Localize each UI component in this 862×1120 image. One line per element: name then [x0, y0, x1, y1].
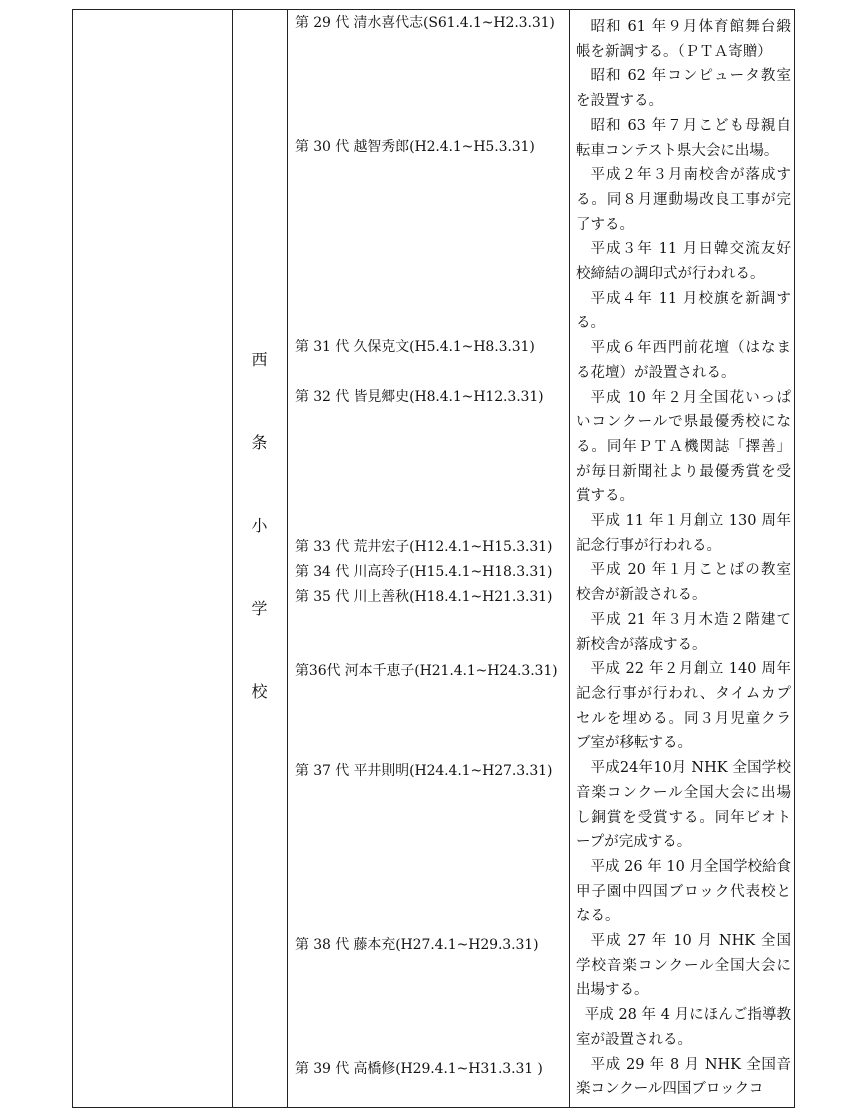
principal-generation: 第 37 代 [295, 763, 350, 779]
principal-term: (H18.4.1~H21.3.31) [409, 589, 553, 605]
events-column [576, 15, 791, 1102]
principal-name: 高橋修 [353, 1061, 396, 1077]
principal-name: 平井則明 [353, 763, 410, 779]
principal-row [295, 387, 575, 407]
principal-name: 皆見郷史 [353, 389, 410, 405]
principal-term: (H2.4.1~H5.3.31) [409, 139, 535, 155]
principal-name: 河本千恵子 [344, 663, 415, 679]
principal-generation: 第 33 代 [295, 539, 350, 555]
principal-term: (H21.4.1~H24.3.31) [414, 663, 558, 679]
principal-row [295, 337, 575, 357]
principal-name: 越智秀郎 [353, 139, 410, 155]
principal-term: (H12.4.1~H15.3.31) [409, 539, 553, 555]
principal-row [295, 587, 575, 607]
event-entry: 平成 21 年３月木造２階建て新校舎が落成する。 [576, 611, 791, 653]
event-entry: 平成24年10月 NHK 全国学校音楽コンクール全国大会に出場し銅賞を受賞する。同年ビオトープが完成する。 [576, 760, 791, 851]
principal-row [295, 13, 575, 33]
event-entry: 平成４年 11 月校旗を新調する。 [576, 290, 791, 332]
principal-term: (H27.4.1~H29.3.31) [395, 937, 539, 953]
school-name-char: 小 [251, 516, 268, 535]
principal-term: (H29.4.1~H31.3.31 ) [395, 1061, 543, 1077]
history-table [72, 9, 795, 1108]
event-entry: 昭和 63 年７月こども母親自転車コンテスト県大会に出場。 [576, 117, 791, 159]
school-name-char: 条 [251, 433, 268, 452]
principal-generation: 第 31 代 [295, 339, 350, 355]
column-divider [287, 10, 288, 1107]
event-entry: 平成 28 年 4 月にほんご指導教室が設置される。 [576, 1007, 791, 1048]
principal-row [295, 1059, 575, 1079]
principal-generation: 第 30 代 [295, 139, 350, 155]
event-entry: 平成 27 年 10 月 NHK 全国学校音楽コンクール全国大会に出場する。 [576, 933, 791, 999]
principal-row [295, 137, 575, 157]
school-name-char: 学 [251, 599, 268, 618]
principal-name: 藤本充 [353, 937, 396, 953]
principal-generation: 第 39 代 [295, 1061, 350, 1077]
school-name-char: 西 [251, 350, 268, 369]
principal-generation: 第 34 代 [295, 564, 350, 580]
principal-name: 久保克文 [353, 339, 410, 355]
principal-row [295, 537, 575, 557]
principal-row [295, 562, 575, 582]
principal-generation: 第 32 代 [295, 389, 350, 405]
principal-row [295, 935, 575, 955]
principal-generation: 第 38 代 [295, 937, 350, 953]
principal-row [295, 661, 575, 681]
principal-name: 清水喜代志 [353, 15, 423, 31]
event-entry: 平成６年西門前花壇（はなまる花壇）が設置される。 [576, 340, 791, 381]
event-entry: 平成 26 年 10 月全国学校給食甲子園中四国ブロック代表校となる。 [576, 858, 791, 925]
principal-name: 川上善秋 [353, 589, 410, 605]
principal-row [295, 761, 575, 781]
event-entry: 平成 10 年２月全国花いっぱいコンクールで県最優秀校になる。同年ＰＴＡ機関誌「擇善」が毎日新聞社より最優秀賞を受賞する。 [576, 389, 791, 505]
event-entry: 平成 22 年２月創立 140 周年記念行事が行われ、タイムカプセルを埋める。同３月児童クラブ室が移転する。 [576, 661, 791, 752]
principal-term: (H15.4.1~H18.3.31) [409, 564, 553, 580]
principal-term: (H5.4.1~H8.3.31) [409, 339, 535, 355]
school-name-cell [232, 10, 287, 1107]
event-entry: 昭和 62 年コンピュータ教室を設置する。 [576, 68, 791, 110]
principal-term: (H8.4.1~H12.3.31) [409, 389, 544, 405]
event-entry: 平成 29 年 8 月 NHK 全国音楽コンクール四国ブロックコ [576, 1056, 791, 1098]
event-entry: 昭和 61 年９月体育館舞台緞帳を新調する。（ＰＴＡ寄贈） [576, 19, 791, 60]
event-entry: 平成３年 11 月日韓交流友好校締結の調印式が行われる。 [576, 241, 791, 283]
principal-name: 川高玲子 [353, 564, 410, 580]
principal-term: (H24.4.1~H27.3.31) [409, 763, 553, 779]
principal-generation: 第 29 代 [295, 15, 350, 31]
event-entry: 平成２年３月南校舎が落成する。同８月運動場改良工事が完了する。 [576, 167, 791, 233]
principal-term: (S61.4.1~H2.3.31) [422, 15, 555, 31]
principal-generation: 第36代 [295, 663, 341, 679]
event-entry: 平成 20 年１月ことばの教室校舎が新設される。 [576, 562, 791, 604]
school-name-char: 校 [251, 682, 268, 701]
principal-generation: 第 35 代 [295, 589, 350, 605]
event-entry: 平成 11 年１月創立 130 周年記念行事が行われる。 [576, 513, 791, 554]
principal-name: 荒井宏子 [353, 539, 410, 555]
